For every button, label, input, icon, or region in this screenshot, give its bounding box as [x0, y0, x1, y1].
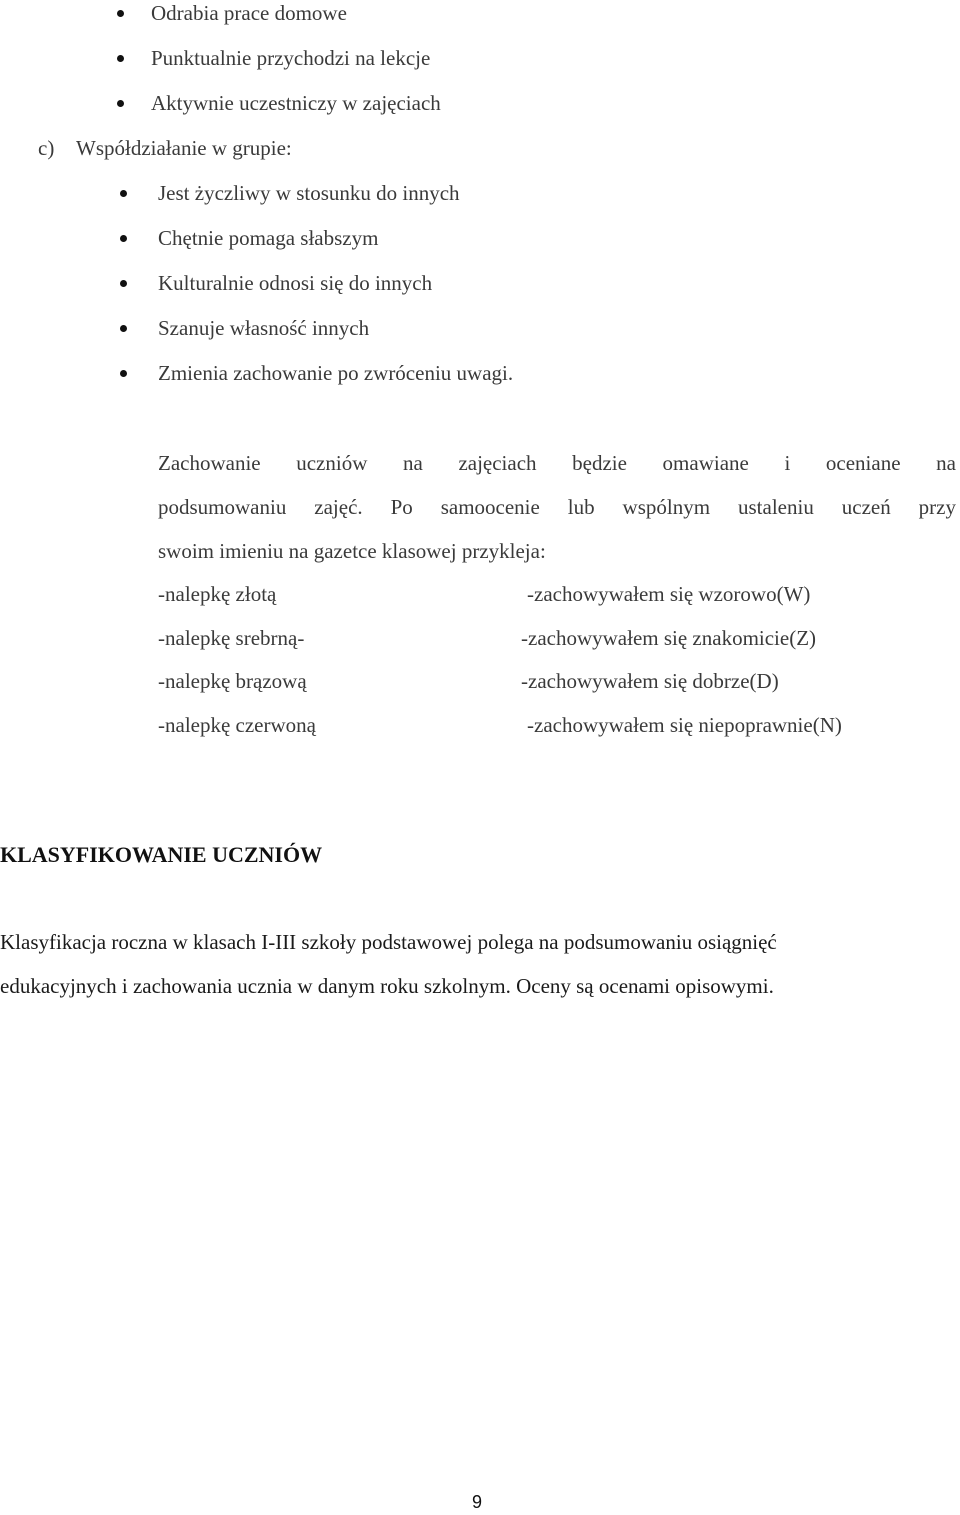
sticker-meaning: -zachowywałem się niepoprawnie(N)	[527, 713, 842, 737]
list-item: Szanuje własność innych	[158, 316, 370, 340]
sticker-label: -nalepkę brązową	[158, 669, 307, 693]
word: przy	[918, 495, 956, 519]
section-heading: KLASYFIKOWANIE UCZNIÓW	[0, 842, 323, 867]
bullet-icon	[120, 190, 127, 197]
word: ustaleniu	[738, 495, 814, 519]
sticker-label: -nalepkę czerwoną	[158, 713, 316, 737]
bullet-icon	[117, 10, 124, 17]
sticker-label: -nalepkę srebrną-	[158, 626, 305, 650]
list-item: Odrabia prace domowe	[151, 1, 347, 25]
bullet-icon	[120, 325, 127, 332]
word: na	[936, 451, 956, 475]
classification-line-1: Klasyfikacja roczna w klasach I-III szkoły podstawowej polega na podsumowaniu osiągnięć	[0, 930, 777, 954]
word: będzie	[572, 451, 627, 475]
word: Po	[390, 495, 413, 519]
word: zajęć.	[314, 495, 363, 519]
list-item: Punktualnie przychodzi na lekcje	[151, 46, 431, 70]
section-title: Współdziałanie w grupie:	[76, 136, 292, 160]
section-marker: c)	[38, 136, 55, 160]
paragraph-line-3: swoim imieniu na gazetce klasowej przykleja:	[158, 539, 546, 563]
word: podsumowaniu	[158, 495, 287, 519]
list-item: Zmienia zachowanie po zwróceniu uwagi.	[158, 361, 514, 385]
list-item: Aktywnie uczestniczy w zajęciach	[151, 91, 441, 115]
list-item: Chętnie pomaga słabszym	[158, 226, 379, 250]
paragraph-line-1	[158, 450, 956, 476]
sticker-label: -nalepkę złotą	[158, 582, 277, 606]
bullet-icon	[120, 370, 127, 377]
paragraph-line-2	[158, 494, 956, 520]
bullet-icon	[120, 280, 127, 287]
word: samoocenie	[440, 495, 540, 519]
word: zajęciach	[458, 451, 537, 475]
word: i	[784, 451, 791, 475]
word: wspólnym	[622, 495, 711, 519]
word: na	[403, 451, 423, 475]
word: omawiane	[662, 451, 749, 475]
bullet-icon	[117, 100, 124, 107]
classification-line-2: edukacyjnych i zachowania ucznia w danym roku szkolnym. Oceny są ocenami opisowymi.	[0, 974, 774, 998]
sticker-meaning: -zachowywałem się dobrze(D)	[521, 669, 779, 693]
sticker-meaning: -zachowywałem się wzorowo(W)	[527, 582, 811, 606]
word: Zachowanie	[158, 451, 261, 475]
bullet-icon	[120, 235, 127, 242]
bullet-icon	[117, 55, 124, 62]
word: oceniane	[825, 451, 901, 475]
page-number: 9	[472, 1492, 483, 1512]
list-item: Kulturalnie odnosi się do innych	[158, 271, 433, 295]
word: uczniów	[296, 451, 368, 475]
word: lub	[567, 495, 595, 519]
sticker-meaning: -zachowywałem się znakomicie(Z)	[521, 626, 817, 650]
list-item: Jest życzliwy w stosunku do innych	[158, 181, 460, 205]
word: uczeń	[841, 495, 891, 519]
